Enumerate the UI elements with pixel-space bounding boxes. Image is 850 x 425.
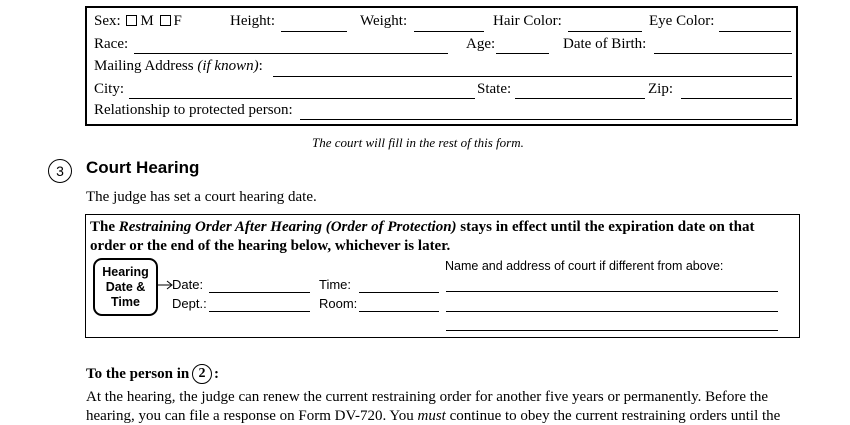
state-label: State: — [477, 81, 512, 97]
race-label: Race: — [94, 36, 129, 52]
to-person-heading: To the person in — [86, 366, 190, 382]
person-number-circle: 2 — [192, 364, 212, 384]
to-person-colon: : — [214, 366, 219, 382]
notice-line2: order or the end of the hearing below, whichever is later. — [90, 238, 451, 254]
court-note: The court will fill in the rest of this form. — [312, 135, 524, 150]
zip-input[interactable] — [681, 98, 792, 99]
sex-f-label: F — [173, 13, 182, 29]
relationship-label: Relationship to protected person: — [94, 102, 293, 118]
state-input[interactable] — [515, 98, 645, 99]
body-line1: At the hearing, the judge can renew the current restraining order for another five years or permanently. Before the — [86, 389, 769, 405]
dept-label: Dept.: — [172, 296, 207, 311]
mailing-address-label: Mailing Address (if known): — [94, 58, 263, 74]
section-title: Court Hearing — [86, 158, 200, 177]
court-address-line-3[interactable] — [446, 330, 778, 331]
relationship-input[interactable] — [300, 119, 792, 120]
weight-label: Weight: — [360, 13, 408, 29]
age-label: Age: — [466, 36, 496, 52]
court-address-label: Name and address of court if different from above: — [445, 259, 724, 273]
notice-line1: The Restraining Order After Hearing (Order of Protection) stays in effect until the expiration date on that — [90, 219, 755, 235]
mailing-address-input[interactable] — [273, 76, 792, 77]
dob-label: Date of Birth: — [563, 36, 647, 52]
room-label: Room: — [319, 296, 358, 311]
city-input[interactable] — [129, 98, 475, 99]
height-label: Height: — [230, 13, 275, 29]
sex-m-label: M — [140, 13, 154, 29]
order-name: Restraining Order After Hearing (Order of Protection) — [118, 219, 457, 235]
sex-f-checkbox[interactable] — [160, 15, 171, 26]
court-address-line-2[interactable] — [446, 311, 778, 312]
room-input[interactable] — [359, 311, 439, 312]
weight-input[interactable] — [414, 31, 484, 32]
zip-label: Zip: — [648, 81, 673, 97]
eye-color-input[interactable] — [719, 31, 791, 32]
age-input[interactable] — [496, 53, 549, 54]
date-input[interactable] — [209, 292, 310, 293]
hearing-date-time-badge: Hearing Date & Time — [93, 258, 158, 316]
time-input[interactable] — [359, 292, 439, 293]
mailing-note: (if known) — [197, 58, 259, 74]
date-label: Date: — [172, 277, 204, 292]
sex-label: Sex: — [94, 13, 121, 29]
section-intro: The judge has set a court hearing date. — [86, 189, 317, 205]
sex-m-checkbox[interactable] — [126, 15, 137, 26]
hair-color-label: Hair Color: — [493, 13, 562, 29]
section-number-circle: 3 — [48, 159, 72, 183]
body-line2: hearing, you can file a response on Form DV-720. You must continue to obey the current restraining orders until the — [86, 408, 781, 424]
sex-field — [94, 13, 182, 30]
race-input[interactable] — [134, 53, 448, 54]
must-emphasis: must — [417, 408, 446, 424]
court-address-line-1[interactable] — [446, 291, 778, 292]
time-label: Time: — [319, 277, 352, 292]
height-input[interactable] — [281, 31, 347, 32]
eye-color-label: Eye Color: — [649, 13, 715, 29]
city-label: City: — [94, 81, 125, 97]
dob-input[interactable] — [654, 53, 792, 54]
hair-color-input[interactable] — [568, 31, 642, 32]
dept-input[interactable] — [209, 311, 310, 312]
